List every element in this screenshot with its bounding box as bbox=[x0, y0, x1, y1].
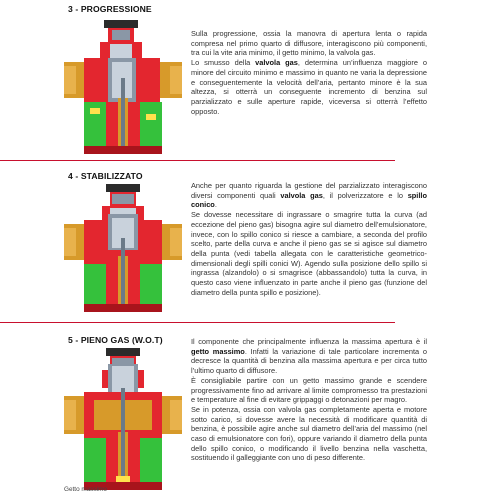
paragraph bbox=[191, 210, 427, 297]
text-run: Se dovesse necessitare di ingrassare o smagrire tutta la curva (ad eccezione del pieno gas) bisogna agire sul diametro dell’emulsionatore, invece, con lo spillo conico si riesce a cambiare, a seconda del profilo scelto, parte della curva e anche il pieno gas se si agisce sul diametro della punta (vedi tabella allegata con le caratteristiche geometrico-dimensionali degli spilli conici W). Agendo sulla posizione dello spillo si ingrassa (alzandolo) o si smagrisce (abbassandolo) tutta la curva, in questo caso viene influenzato in parte anche il pieno gas (funzione del diametro della punta spillo e posizione). bbox=[191, 210, 427, 297]
text-run: Anche per quanto riguarda la gestione del parzializzato interagiscono diversi componenti quali bbox=[191, 181, 427, 200]
text-run: , il polverizzatore e lo bbox=[322, 190, 408, 200]
text-run: . bbox=[214, 200, 217, 210]
section-divider bbox=[0, 322, 395, 323]
section-heading: 5 - PIENO GAS (W.O.T) bbox=[68, 335, 163, 345]
text-run-bold: valvola gas bbox=[280, 190, 323, 200]
carburetor-cutaway-progression-icon bbox=[64, 18, 182, 158]
text-run: Il componente che principalmente influenza la massima apertura è il bbox=[191, 337, 427, 346]
section-stabilizzato bbox=[0, 164, 500, 316]
text-run-bold: spillo conico bbox=[191, 190, 427, 210]
text-run: , determina un’influenza maggiore o minore del circuito minimo e massimo in quanto ne varia la depressione e conseguentemente la velocità dell’aria, pertanto minore è la sua altezza, si otterrà un conseguente incremento di benzina sul parzializzato e sulle aperture rapide, viceversa si otterrà l’effetto opposto. bbox=[191, 58, 427, 116]
paragraph bbox=[191, 58, 427, 116]
paragraph bbox=[191, 337, 427, 376]
carburetor-cutaway-stabilized-icon bbox=[64, 184, 182, 314]
paragraph bbox=[191, 376, 427, 405]
section-pieno-gas bbox=[0, 326, 500, 500]
text-run: . Infatti la variazione di tale particolare incrementa o decresce la quantità di benzina alla massima apertura e per circa tutto l’ultimo quarto di diffusore. bbox=[191, 346, 427, 376]
section-body bbox=[191, 29, 427, 116]
section-heading: 3 - PROGRESSIONE bbox=[68, 4, 152, 14]
section-heading: 4 - STABILIZZATO bbox=[68, 171, 143, 181]
text-run: Se in potenza, ossia con valvola gas completamente aperta e motore sotto carico, si dovesse avere la necessità di modificare quantità di benzina, è possibile agire anche sul diametro dell’aria del massimo (nel caso di emulsionatore con fori), oppure variando il diametro della punta dello spillo conico, o modificando il livello benzina nella vaschetta, sostituendo il galleggiante con uno di peso differente. bbox=[191, 404, 427, 463]
section-divider bbox=[0, 160, 395, 161]
section-body bbox=[191, 181, 427, 297]
text-run-bold: getto massimo bbox=[191, 346, 245, 356]
paragraph bbox=[191, 181, 427, 210]
text-run: Lo smusso della bbox=[191, 58, 256, 68]
paragraph bbox=[191, 29, 427, 58]
text-run: È consigliabile partire con un getto massimo grande e scendere progressivamente fino ad arrivare al limite compromesso tra prestazioni e temperature al fine di evitare grippaggi o detonazioni per magro. bbox=[191, 375, 427, 405]
figure-caption: Getto massimo bbox=[64, 486, 107, 493]
text-run: Sulla progressione, ossia la manovra di apertura lenta o rapida compresa nel primo quarto di diffusore, interagiscono più componenti, tra cui la vite aria minimo, il getto minimo, la valvola gas. bbox=[191, 29, 427, 58]
paragraph bbox=[191, 405, 427, 463]
section-progressione bbox=[0, 0, 500, 160]
text-run-bold: valvola gas bbox=[255, 58, 298, 68]
section-body bbox=[191, 337, 427, 463]
carburetor-cutaway-full-throttle-icon bbox=[64, 348, 182, 492]
